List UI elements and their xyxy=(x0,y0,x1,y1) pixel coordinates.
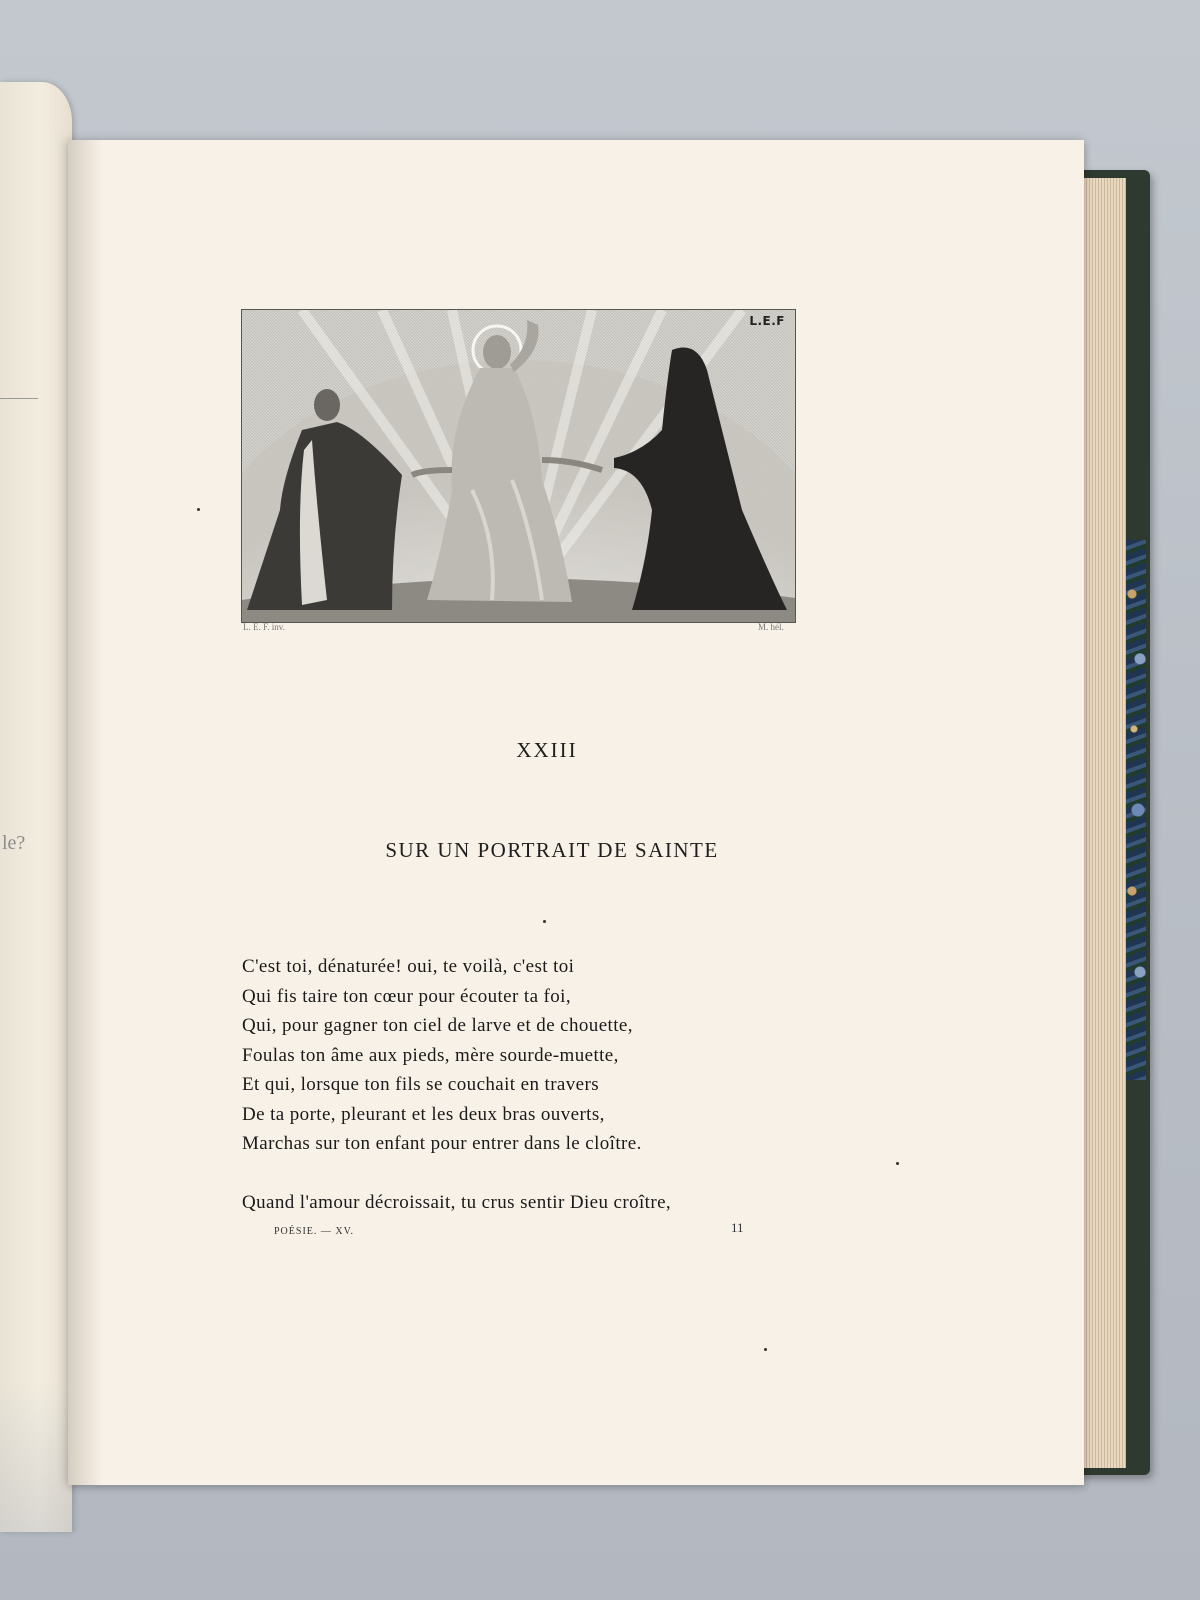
engraving-image xyxy=(242,310,795,622)
verse-line: C'est toi, dénaturée! oui, te voilà, c'est toi xyxy=(242,956,575,977)
page-edges xyxy=(1084,178,1126,1468)
poem-title: SUR UN PORTRAIT DE SAINTE xyxy=(385,838,719,862)
stanza-1 xyxy=(242,952,642,1159)
previous-page-fragment: le? xyxy=(2,832,26,854)
previous-page xyxy=(0,82,72,1532)
verse-line: De ta porte, pleurant et les deux bras ouverts, xyxy=(242,1103,605,1125)
verse-line: Qui fis taire ton cœur pour écouter ta foi, xyxy=(242,985,572,1007)
marbled-endpaper xyxy=(1126,540,1146,1080)
plate-credit-artist: L. E. F. inv. xyxy=(243,622,285,632)
chapter-number: XXIII xyxy=(516,738,578,762)
engraver-monogram: L.E.F xyxy=(749,314,785,328)
verse-line: Marchas sur ton enfant pour entrer dans le cloître. xyxy=(242,1133,642,1154)
paper-speck xyxy=(197,508,200,511)
paper-speck xyxy=(764,1348,767,1351)
signature-mark: POÉSIE. — XV. xyxy=(274,1226,355,1237)
engraving-illustration xyxy=(241,309,796,623)
page-gutter-shadow xyxy=(68,140,102,1485)
stanza-2 xyxy=(242,1188,671,1218)
verse-line: Quand l'amour décroissait, tu crus sentir Dieu croître, xyxy=(242,1192,672,1213)
page-number: 11 xyxy=(731,1220,744,1235)
verse-line: Qui, pour gagner ton ciel de larve et de chouette, xyxy=(242,1015,633,1036)
plate-credit-engraver: M. hél. xyxy=(758,622,784,632)
previous-page-rule xyxy=(0,398,38,399)
verse-line: Foulas ton âme aux pieds, mère sourde-muette, xyxy=(242,1044,619,1066)
verse-line: Et qui, lorsque ton fils se couchait en travers xyxy=(242,1074,600,1095)
paper-speck xyxy=(896,1162,899,1165)
paper-speck xyxy=(543,920,546,923)
